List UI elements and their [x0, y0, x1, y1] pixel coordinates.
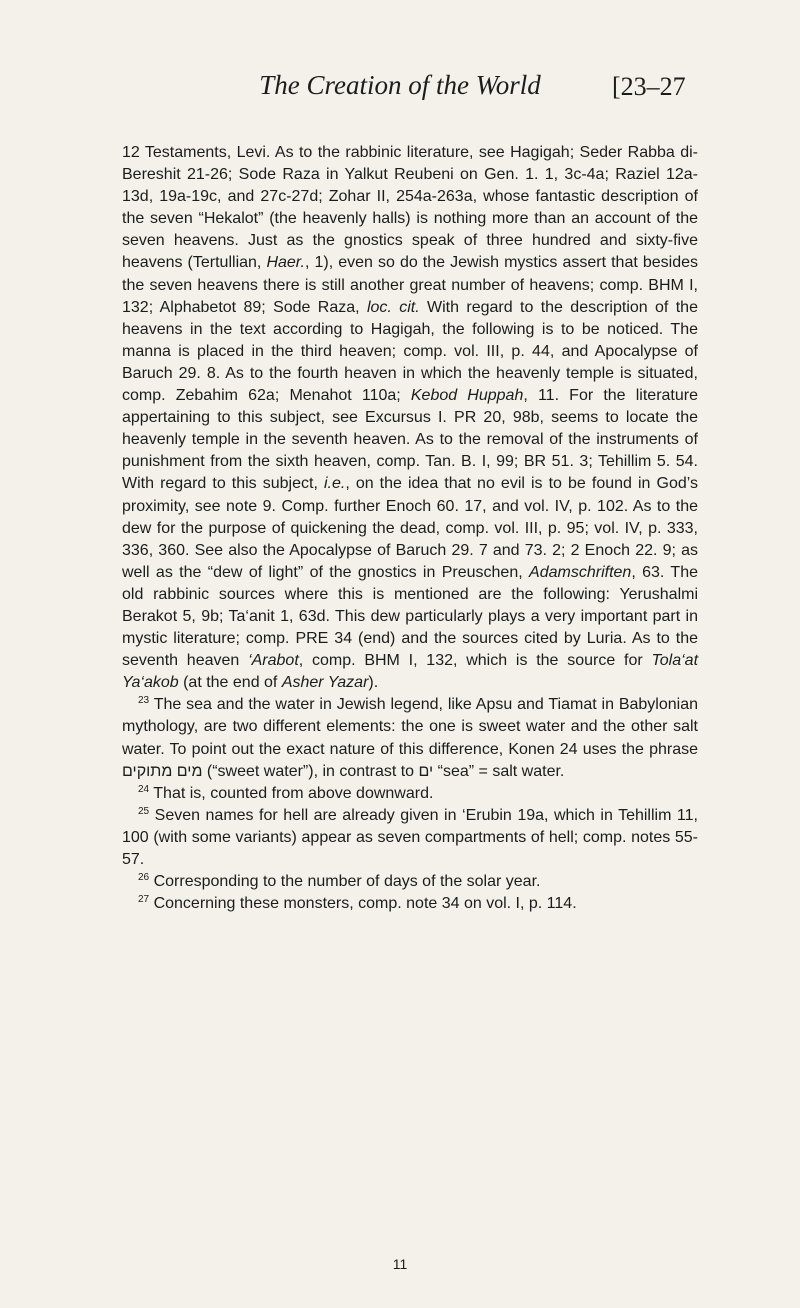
running-header	[0, 70, 800, 110]
hebrew-word: ים	[418, 762, 434, 780]
note-23: $^{23}$ The sea and the water in Jewish legend, like Apsu and Tiamat in Babylonian mythology, are two different elements: the one is sweet water and the other salt water. To point out the exact nature of this difference, Konen 24 uses the phrase מים מתוקים (“sweet water”), in contrast to ים “sea” = salt water.	[122, 695, 699, 780]
note-25: $^{25}$ Seven names for hell are already given in ‘Erubin 19a, which in Tehillim 11, 100 (with some variants) appear as seven compartments of hell; comp. notes 55-57.	[122, 805, 698, 868]
hebrew-phrase: מים מתוקים	[122, 762, 203, 780]
note-range: [23–27	[612, 72, 686, 101]
note-26: $^{26}$ Corresponding to the number of days of the solar year.	[138, 872, 541, 891]
note-number: 26	[138, 872, 150, 884]
note-number: 27	[138, 894, 150, 906]
running-title: The Creation of the World	[259, 70, 541, 100]
note-22-continued: 12 Testaments, Levi. As to the rabbinic literature, see Hagigah; Seder Rabba di-Bereshit 21-26; Sode Raza in Yalkut Reubeni on Gen. 1. 1, 3c-4a; Raziel 12a-13d, 19a-19c, and 27c-27d; Zohar II, 254a-263a, whose fantastic description of the seven “Hekalot” (the heavenly halls) is nothing more than an account of the seven heavens. Just as the gnostics speak of three hundred and sixty-five heavens (Tertullian, Haer., 1), even so do the Jewish mystics assert that besides the seven heavens there is still another great number of heavens; comp. BHM I, 132; Alphabetot 89; Sode Raza, loc. cit. With regard to the description of the heavens in the text according to Hagigah, the following is to be noticed. The manna is placed in the third heaven; comp. vol. III, p. 44, and Apocalypse of Baruch 29. 8. As to the fourth heaven in which the heavenly temple is situated, comp. Zebahim 62a; Menahot 110a; Kebod Huppah, 11. For the literature appertaining to this subject, see Excursus I. PR 20, 98b, seems to locate the heavenly temple in the seventh heaven. As to the removal of the instruments of punishment from the sixth heaven, comp. Tan. B. I, 99; BR 51. 3; Tehillim 5. 54. With regard to this subject, i.e., on the idea that no evil is to be found in God’s proximity, see note 9. Comp. further Enoch 60. 17, and vol. IV, p. 102. As to the dew for the purpose of quickening the dead, comp. vol. III, p. 95; vol. IV, p. 333, 336, 360. See also the Apocalypse of Baruch 29. 7 and 73. 2; 2 Enoch 22. 9; as well as the “dew of light” of the gnostics in Preuschen, Adamschriften, 63. The old rabbinic sources where this is mentioned are the following: Yerushalmi Berakot 5, 9b; Ta‘anit 1, 63d. This dew particularly plays a very important part in mystic literature; comp. PRE 34 (end) and the sources cited by Luria. As to the seventh heaven ‘Arabot, comp. BHM I, 132, which is the source for Tola‘at Ya‘akob (at the end of Asher Yazar).	[122, 144, 699, 692]
note-27: $^{27}$ Concerning these monsters, comp. note 34 on vol. I, p. 114.	[138, 894, 577, 913]
page-number: 11	[392, 1256, 408, 1272]
notes-body	[122, 142, 698, 915]
note-number: 25	[138, 805, 150, 817]
note-24: $^{24}$ That is, counted from above downward.	[138, 783, 434, 802]
note-number: 23	[138, 695, 150, 707]
note-number: 24	[138, 783, 150, 795]
